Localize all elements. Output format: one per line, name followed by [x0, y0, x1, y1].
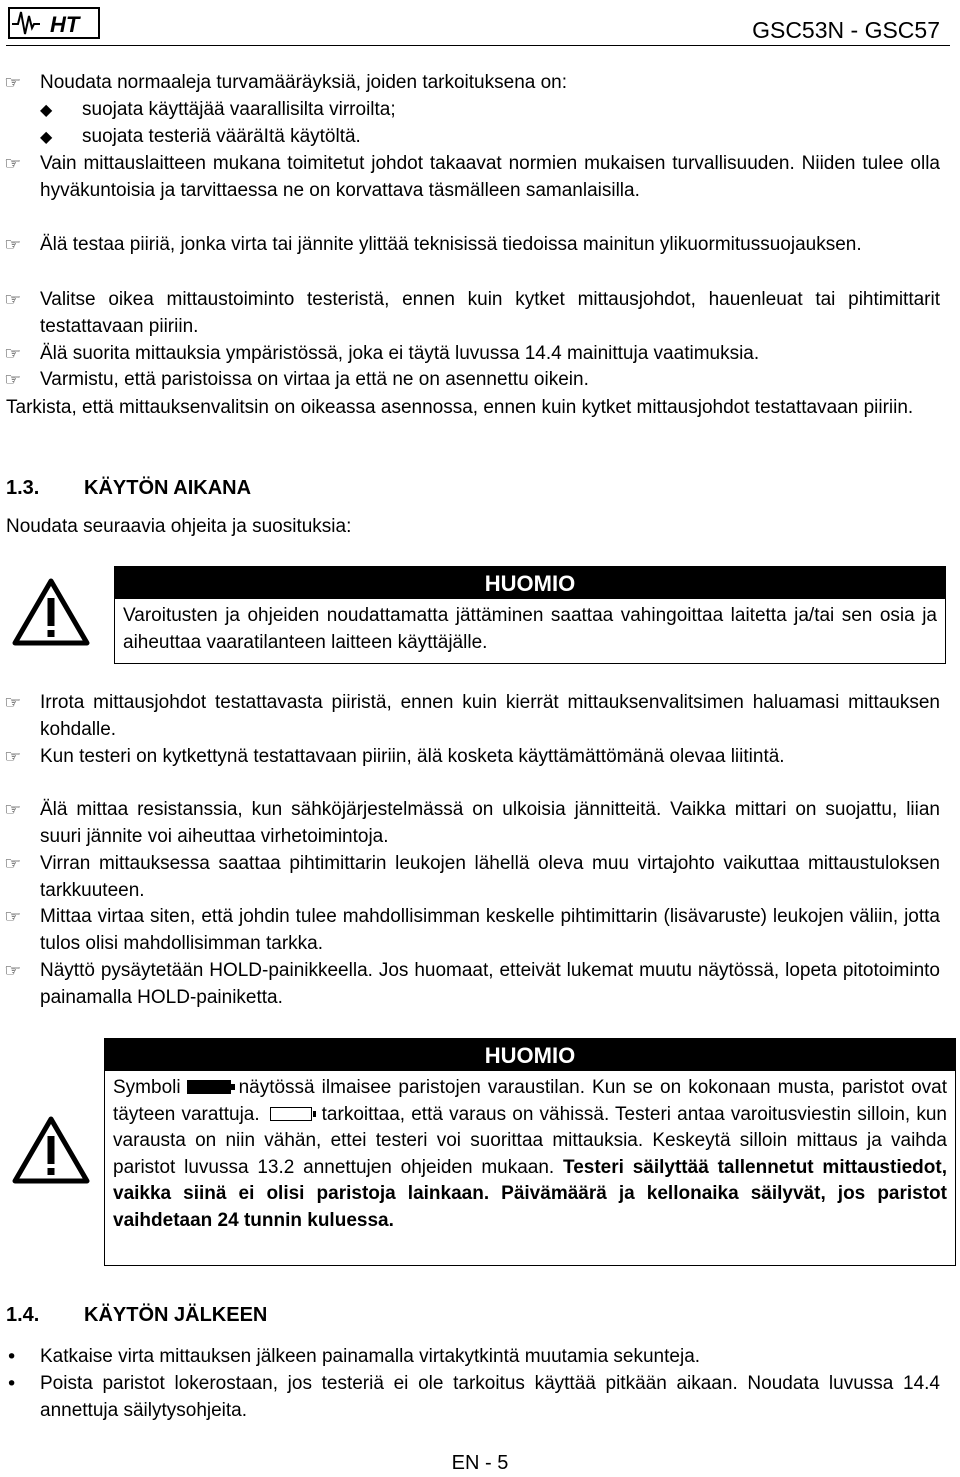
pointing-hand-icon: ☞: [4, 854, 22, 874]
list-item-text: Älä suorita mittauksia ympäristössä, joka ei täytä luvussa 14.4 mainittuja vaatimuksia.: [40, 343, 760, 364]
pointing-hand-icon: ☞: [4, 344, 22, 364]
ht-logo: [8, 6, 100, 40]
warning-text: tarkoittaa, että varaus on vähissä. Testeri antaa varoitusviestin silloin, kun varausta on niin vähän, ettei testeri voi suorittaa mittauksia. Keskeytä silloin mittaus ja vaihda paristot luvussa 13.2 annettujen ohjeiden mukaan.: [113, 1103, 947, 1178]
warning-triangle-icon: [12, 1116, 90, 1184]
list-item: [6, 341, 940, 368]
list-item-text: Mittaa virtaa siten, että johdin tulee mahdollisimman keskelle pihtimittarin (lisävaruste) leukojen väliin, jotta tulos olisi mahdollisimman tarkka.: [40, 906, 940, 954]
warning-body: Varoitusten ja ohjeiden noudattamatta jättäminen saattaa vahingoittaa laitetta ja/tai sen osia ja aiheuttaa vaaratilanteen laitteen käyttäjälle.: [123, 605, 937, 653]
pointing-hand-icon: ☞: [4, 370, 22, 390]
battery-empty-icon: [270, 1107, 312, 1121]
warning-text: Symboli: [113, 1077, 181, 1098]
header-divider: [6, 45, 950, 46]
warning-box: [114, 566, 946, 664]
section-heading: [6, 1302, 267, 1329]
section-title: KÄYTÖN AIKANA: [84, 477, 252, 499]
list-item: [6, 797, 940, 850]
document-id: GSC53N - GSC57: [752, 17, 940, 43]
list-item-text: Poista paristot lokerostaan, jos testeriä ei ole tarkoitus käyttää pitkään aikaan. Noudata luvussa 14.4 annettuja säilytysohjeita.: [40, 1373, 940, 1421]
list-item: [6, 1344, 940, 1371]
pointing-hand-icon: ☞: [4, 961, 22, 981]
warning-text: näytössä ilmaisee paristojen varaustilan. Kun se on kokonaan musta, paristot ovat täyteen varattuja.: [113, 1077, 947, 1125]
list-item: [6, 151, 940, 204]
list-item: [6, 851, 940, 904]
intro-paragraph: Noudata seuraavia ohjeita ja suosituksia:: [6, 516, 352, 537]
pointing-hand-icon: ☞: [4, 290, 22, 310]
list-item-text: Älä testaa piiriä, jonka virta tai jännite ylittää teknisissä tiedoissa mainitun ylikuormitussuojauksen.: [40, 234, 862, 255]
list-item-text: Älä mittaa resistanssia, kun sähköjärjestelmässä on ulkoisia jännitteitä. Vaikka mittari on suojattu, liian suuri jännite voi aiheuttaa virhetoimintoja.: [40, 799, 940, 847]
list-item: [6, 287, 940, 340]
section-title: KÄYTÖN JÄLKEEN: [84, 1304, 268, 1326]
list-item: [6, 70, 940, 97]
list-item: [6, 124, 940, 151]
diamond-bullet-icon: ◆: [40, 127, 53, 146]
list-item-text: suojata käyttäjää vaarallisilta virroilta;: [82, 99, 396, 120]
list-item-text: Katkaise virta mittauksen jälkeen painamalla virtakytkintä muutamia sekunteja.: [40, 1346, 701, 1367]
section-number: 1.4.: [6, 1304, 40, 1326]
round-bullet-icon: •: [6, 1373, 18, 1395]
pointing-hand-icon: ☞: [4, 800, 22, 820]
list-item: [6, 744, 940, 771]
battery-full-icon: [187, 1080, 231, 1094]
page-number: EN - 5: [451, 1452, 509, 1474]
warning-title: HUOMIO: [105, 1039, 955, 1071]
diamond-bullet-icon: ◆: [40, 100, 53, 119]
section-number: 1.3.: [6, 477, 40, 499]
list-item: [6, 958, 940, 1011]
list-item-text: suojata testeriä vääräItä käytöltä.: [82, 126, 361, 147]
list-item: [6, 690, 940, 743]
list-item: [6, 1371, 940, 1424]
warning-triangle-icon: [12, 578, 90, 646]
warning-bold-text: Testeri säilyttää tallennetut mittaustiedot, vaikka siinä ei olisi paristoja lainkaan. Päivämäärä ja kellonaika säilyvät, jos paristot vaihdetaan 24 tunnin kuluessa.: [113, 1156, 947, 1231]
list-item-text: Kun testeri on kytkettynä testattavaan piiriin, älä kosketa käyttämättömänä olevaa liitintä.: [40, 746, 785, 767]
brand-text: HT: [50, 12, 80, 37]
pointing-hand-icon: ☞: [4, 693, 22, 713]
pointing-hand-icon: ☞: [4, 235, 22, 255]
pointing-hand-icon: ☞: [4, 154, 22, 174]
list-item-text: Näyttö pysäytetään HOLD-painikkeella. Jos huomaat, etteivät lukemat muutu näytössä, lopeta pitotoiminto painamalla HOLD-painiketta.: [40, 960, 940, 1008]
list-item-text: Irrota mittausjohdot testattavasta piiristä, ennen kuin kierrät mittauksenvalitsimen haluamasi mittauksen kohdalle.: [40, 692, 940, 740]
list-item: [6, 232, 940, 259]
warning-box-battery: [104, 1038, 956, 1266]
list-item-text: Vain mittauslaitteen mukana toimitetut johdot takaavat normien mukaisen turvallisuuden. Niiden tulee olla hyväkuntoisia ja tarvittaessa ne on korvattava täsmälleen samanlaisilla.: [40, 153, 940, 201]
list-item-text: Noudata normaaleja turvamääräyksiä, joiden tarkoituksena on:: [40, 72, 568, 93]
pointing-hand-icon: ☞: [4, 747, 22, 767]
warning-title: HUOMIO: [115, 567, 945, 599]
warning-body: [105, 1071, 955, 1240]
list-item: [6, 904, 940, 957]
round-bullet-icon: •: [6, 1346, 18, 1368]
list-item-text: Virran mittauksessa saattaa pihtimittarin leukojen lähellä oleva muu virtajohto vaikuttaa mittaustuloksen tarkkuuteen.: [40, 853, 940, 901]
list-item: [6, 97, 940, 124]
pointing-hand-icon: ☞: [4, 907, 22, 927]
list-item: [6, 367, 940, 394]
list-item-text: Valitse oikea mittaustoiminto testeristä, ennen kuin kytket mittausjohdot, hauenleuat tai pihtimittarit testattavaan piiriin.: [40, 289, 940, 337]
list-item-text: Varmistu, että paristoissa on virtaa ja että ne on asennettu oikein.: [40, 369, 589, 390]
closing-paragraph: Tarkista, että mittauksenvalitsin on oikeassa asennossa, ennen kuin kytket mittausjohdot testattavaan piiriin.: [6, 397, 914, 418]
section-heading: [6, 475, 251, 502]
pointing-hand-icon: ☞: [4, 73, 22, 93]
